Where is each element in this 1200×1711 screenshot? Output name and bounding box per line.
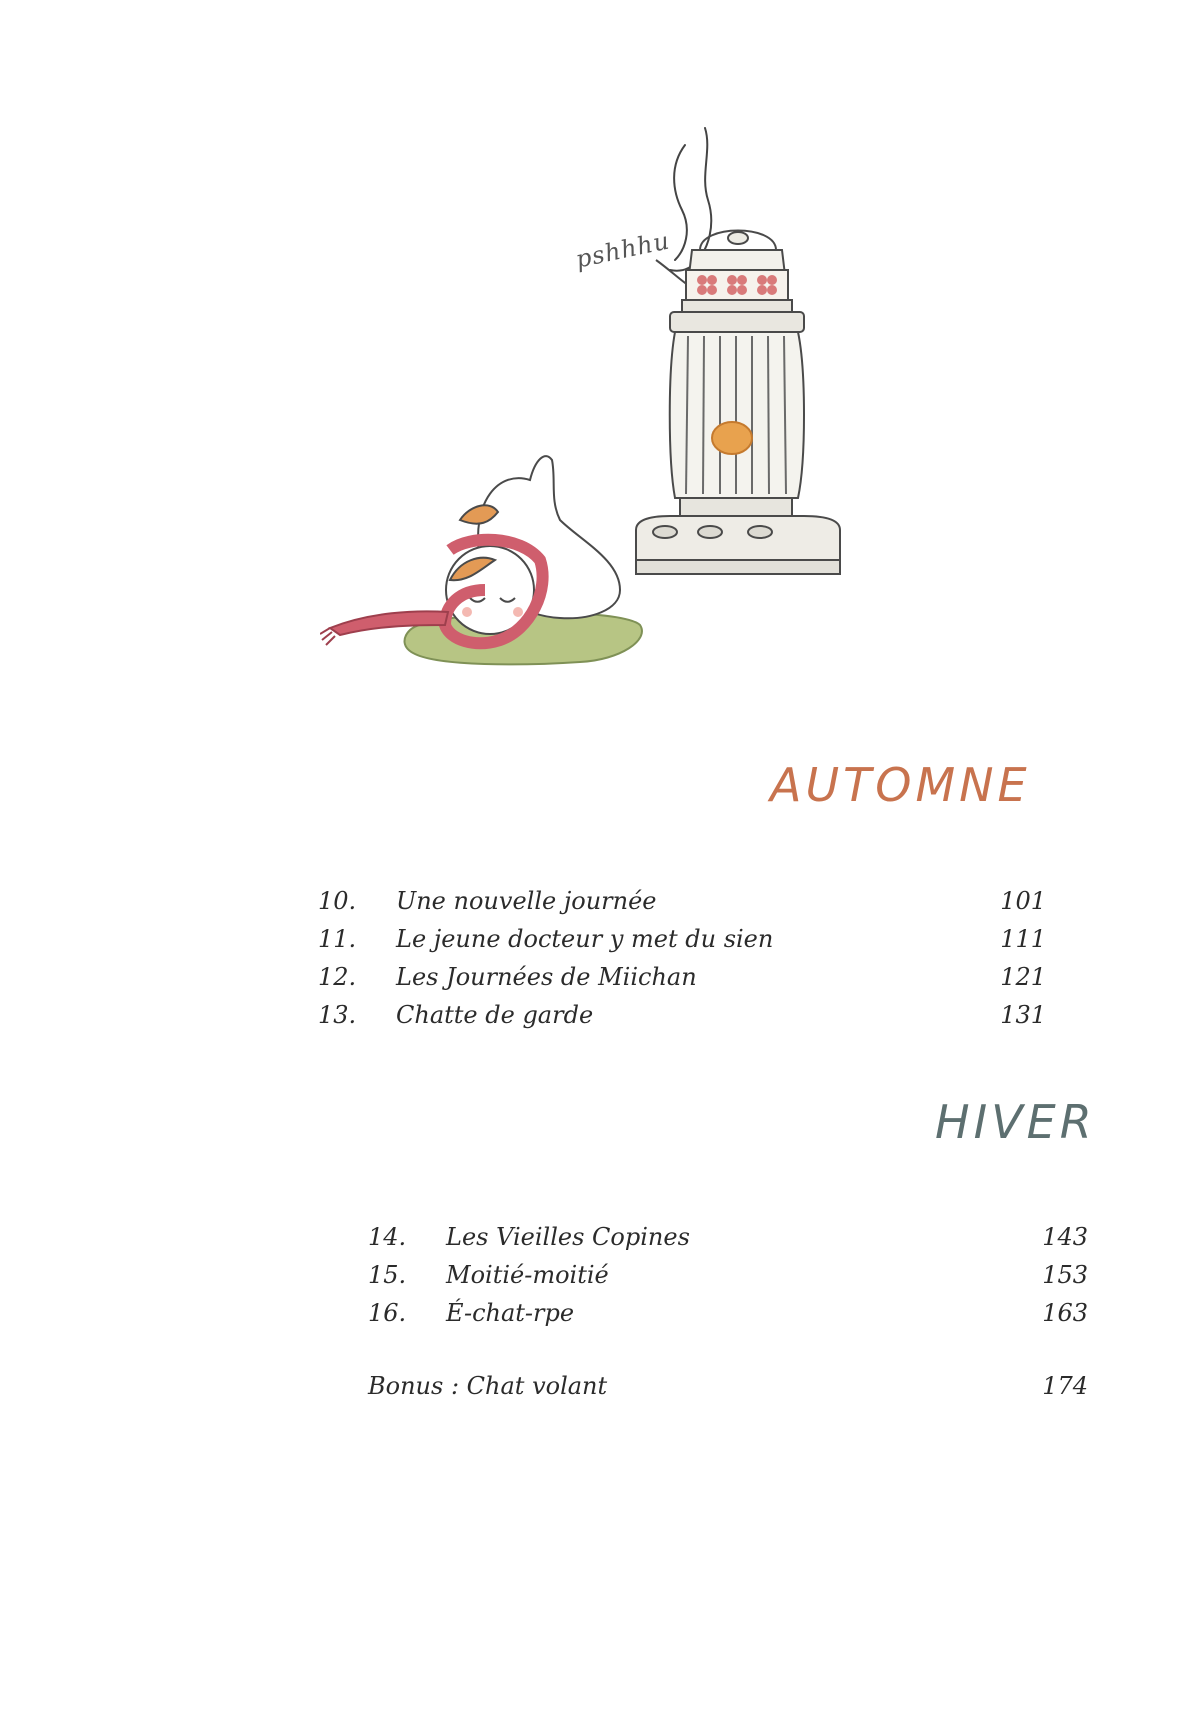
- toc-entry[interactable]: [318, 996, 1046, 1034]
- toc-entry[interactable]: [318, 882, 1046, 920]
- page-number: 143: [1042, 1223, 1088, 1251]
- chapter-title: Les Vieilles Copines: [446, 1223, 690, 1251]
- chapter-number: 13.: [318, 1001, 357, 1029]
- chapter-number: 11.: [318, 925, 357, 953]
- page-number: 153: [1042, 1261, 1088, 1289]
- page-number: 174: [1042, 1372, 1088, 1400]
- heater-icon: [636, 312, 840, 574]
- chapter-title: Une nouvelle journée: [396, 887, 657, 915]
- toc-entry-bonus[interactable]: [368, 1367, 1088, 1405]
- page-number: 111: [1000, 925, 1046, 953]
- sound-effect-text: pshhhu: [573, 226, 673, 274]
- toc-entry[interactable]: [368, 1256, 1088, 1294]
- bonus-title: Bonus : Chat volant: [368, 1372, 608, 1400]
- chapter-title: Chatte de garde: [396, 1001, 594, 1029]
- chapter-number: 16.: [368, 1299, 407, 1327]
- section-title-hiver: HIVER: [935, 1095, 1096, 1149]
- toc-bonus: [368, 1367, 1088, 1405]
- heater-cat-illustration: [320, 120, 920, 710]
- page-number: 121: [1000, 963, 1046, 991]
- chapter-title: Le jeune docteur y met du sien: [396, 925, 774, 953]
- toc-entry[interactable]: [318, 920, 1046, 958]
- toc-entry[interactable]: [318, 958, 1046, 996]
- chapter-title: Les Journées de Miichan: [396, 963, 697, 991]
- chapter-number: 14.: [368, 1223, 407, 1251]
- page-number: 131: [1000, 1001, 1046, 1029]
- chapter-number: 10.: [318, 887, 357, 915]
- page-number: 163: [1042, 1299, 1088, 1327]
- chapter-number: 12.: [318, 963, 357, 991]
- page-number: 101: [1000, 887, 1046, 915]
- toc-entry[interactable]: [368, 1294, 1088, 1332]
- toc-list-automne: [318, 882, 1046, 1034]
- chapter-title: Moitié-moitié: [446, 1261, 609, 1289]
- toc-list-hiver: [368, 1218, 1088, 1332]
- toc-entry[interactable]: [368, 1218, 1088, 1256]
- section-title-automne: AUTOMNE: [770, 758, 1031, 812]
- chapter-title: É-chat-rpe: [446, 1299, 575, 1327]
- chapter-number: 15.: [368, 1261, 407, 1289]
